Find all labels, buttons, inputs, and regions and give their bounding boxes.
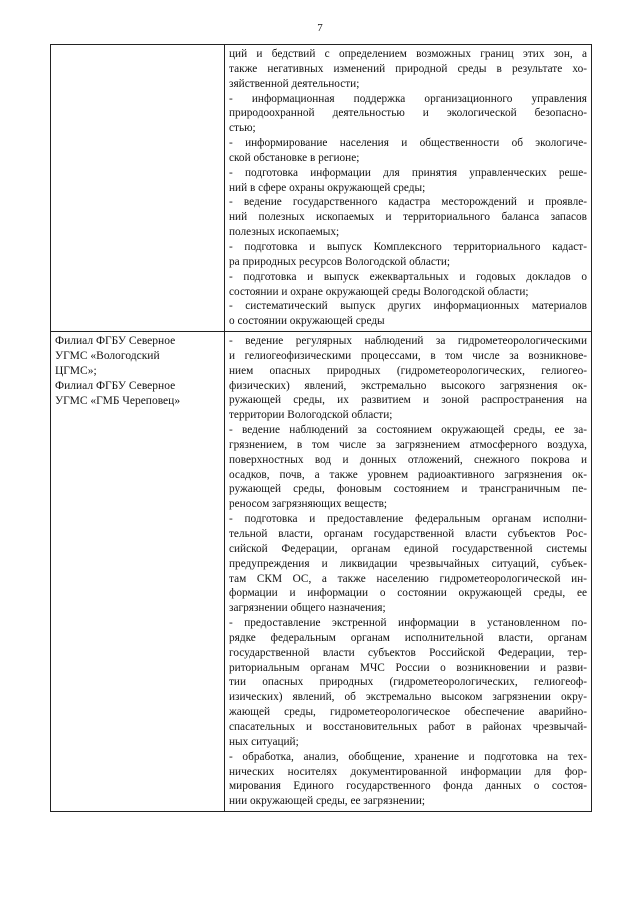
page-number: 7 [317,22,323,34]
function-text-line: зяйственной деятельности; [229,77,360,90]
table-row [51,45,592,332]
function-text-line: - предоставление экстренной информации в установленном по- [229,617,587,630]
function-text-line: там СКМ ОС, а также населению гидрометеорологической ин- [229,572,587,585]
function-text-line: ской обстановке в регионе; [229,151,360,164]
function-text-line: ружающей среды, фоновым состоянием и трансграничным пе- [229,483,587,496]
function-text-line: рядке федеральным органам исполнительной власти, органам [229,631,587,644]
organization-line: УГМС «Вологодский [55,350,160,363]
function-text-line: - информирование населения и общественности об экологиче- [229,137,587,150]
table-body [51,45,592,812]
organization-cell [51,45,225,332]
function-text-line: - подготовка информации для принятия управленческих реше- [229,166,587,179]
function-text-line: - подготовка и выпуск ежеквартальных и годовых докладов о [229,270,587,283]
function-text-line: государственной власти субъектов Российской Федерации, тер- [229,646,587,659]
function-text-line: жающей среды, гидрометеорологическое обеспечение аварийно- [229,706,587,719]
function-text-line: и гелиогеофизическими процессами, в том числе за возникнове- [229,349,587,362]
function-text-line: состоянии и охране окружающей среды Вологодской области; [229,285,529,298]
function-text-line: физических) явлений, экстремально высокого загрязнения ок- [229,379,587,392]
function-text-line: ружающей среды, их развитием и зоной распространения на [229,394,587,407]
function-text-line: - обработка, анализ, обобщение, хранение и подготовка на тех- [229,750,587,763]
function-text-line: риториальным органам МЧС России о возникновении и разви- [229,661,587,674]
function-text-line: реносом загрязняющих веществ; [229,498,388,511]
function-text-line: тельной власти, органам государственной власти субъектов Рос- [229,528,587,540]
function-text-line: ний в сфере охраны окружающей среды; [229,181,426,194]
function-text-line: спасательных и восстановительных работ в районах чрезвычай- [229,720,587,733]
organization-cell [51,332,225,812]
organization-line: Филиал ФГБУ Северное [55,335,176,348]
function-text-line: природоохранной деятельностью и экологической безопасно- [229,107,587,120]
function-text-line: ных ситуаций; [229,735,299,748]
function-text-line: - систематический выпуск других информационных материалов [229,300,587,313]
document-table [50,44,592,812]
organization-line: УГМС «ГМБ Череповец» [55,395,181,408]
functions-cell [225,332,592,812]
function-text-line: - ведение регулярных наблюдений за гидрометеорологическими [229,335,587,348]
function-text-line: загрязнении общего назначения; [229,602,386,615]
function-text-line: сийской Федерации, органам единой государственной системы [229,542,587,555]
function-text-line: ций и бедствий с определением возможных границ этих зон, а [229,48,587,60]
function-text-line: территории Вологодской области; [229,409,393,422]
function-text-line: изических) явлений, об экстремально высоком загрязнении окру- [229,691,587,704]
function-text-line: предупреждения и ликвидации чрезвычайных ситуаций, субъек- [229,557,587,570]
function-text-line: нием опасных природных (гидрометеорологических, гелиогео- [229,364,587,377]
organization-line: ЦГМС»; [55,365,97,378]
function-text-line: мирования Единого государственного фонда данных о состоя- [229,780,587,793]
functions-cell [225,45,592,332]
function-text-line: нических носителях документированной информации для фор- [229,765,587,778]
function-text-line: тии опасных природных (гидрометеорологических, гелиогеоф- [229,676,587,689]
function-text-line: ний полезных ископаемых и территориального баланса запасов [229,211,587,224]
function-text-line: ра природных ресурсов Вологодской области; [229,255,451,268]
function-text-line: - подготовка и выпуск Комплексного территориального кадаст- [229,240,587,253]
function-text-line: о состоянии окружающей среды [229,315,385,328]
function-text-line: стью; [229,122,256,135]
function-text-line: нии окружающей среды, ее загрязнении; [229,795,426,808]
function-text-line: полезных ископаемых; [229,226,340,239]
function-text-line: - ведение государственного кадастра месторождений и проявле- [229,196,587,209]
function-text-line: формации и информации о состоянии окружающей среды, ее [229,587,587,600]
organization-line: Филиал ФГБУ Северное [55,380,176,393]
function-text-line: - подготовка и предоставление федеральным органам исполни- [229,513,587,526]
function-text-line: поверхностных вод и донных отложений, снежного покрова и [229,453,587,466]
function-text-line: - ведение наблюдений за состоянием окружающей среды, ее за- [229,424,587,437]
function-text-line: - информационная поддержка организационного управления [229,92,587,105]
function-text-line: грязнением, в том числе за загрязнением атмосферного воздуха, [229,438,587,451]
table-row [51,332,592,812]
function-text-line: также негативных изменений природной среды в результате хо- [229,62,587,75]
function-text-line: осадков, почв, а также уровнем радиоактивного загрязнения ок- [229,468,587,481]
